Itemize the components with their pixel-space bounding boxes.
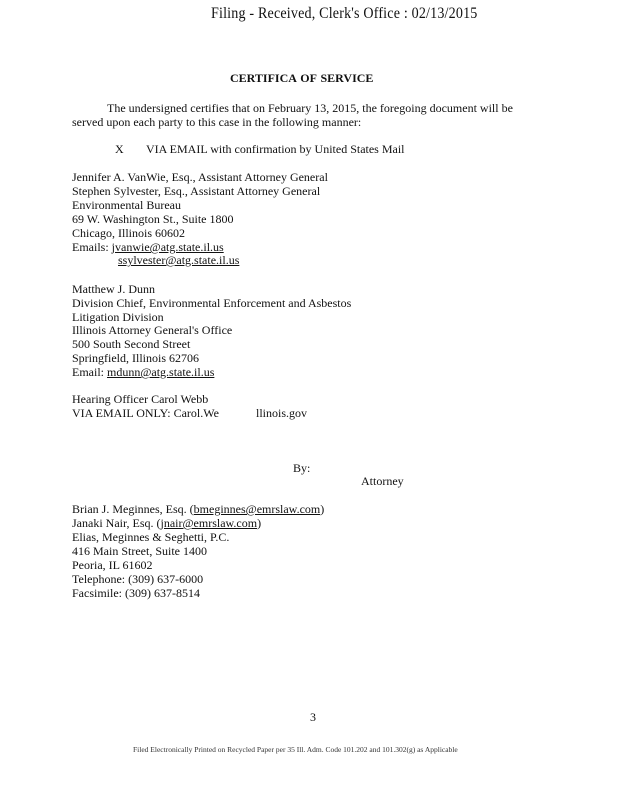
sender-email-1[interactable]: bmeginnes@emrslaw.com <box>193 502 321 516</box>
recipient3-line2-suffix: llinois.gov <box>256 406 308 420</box>
sender-line4: 416 Main Street, Suite 1400 <box>72 544 207 558</box>
recipient2-email-row <box>72 365 214 379</box>
service-method-text: VIA EMAIL with confirmation by United States Mail <box>146 142 405 156</box>
recipient3-line2-prefix: VIA EMAIL ONLY: Carol.We <box>72 406 219 420</box>
sender-line1-suffix: ) <box>320 502 325 516</box>
recipient2-line3: Litigation Division <box>72 310 164 324</box>
recipient1-email-2[interactable]: ssylvester@atg.state.il.us <box>118 253 240 267</box>
intro-line-1: The undersigned certifies that on February 13, 2015, the foregoing document will be <box>107 101 513 115</box>
filing-stamp-header: Filing - Received, Clerk's Office : 02/13/2015 <box>211 5 478 22</box>
service-method-mark: X <box>115 142 124 156</box>
recipient1-email-1[interactable]: jvanwie@atg.state.il.us <box>111 240 224 254</box>
sender-line2 <box>72 516 261 530</box>
recipient1-line2: Stephen Sylvester, Esq., Assistant Attorney General <box>72 184 321 198</box>
recipient2-line5: 500 South Second Street <box>72 337 191 351</box>
sender-line2-suffix: ) <box>257 516 262 530</box>
sender-email-2[interactable]: jnair@emrslaw.com <box>160 516 258 530</box>
sender-line2-prefix: Janaki Nair, Esq. ( <box>72 516 161 530</box>
signature-by-label: By: <box>293 461 311 475</box>
sender-line1 <box>72 502 324 516</box>
signature-attorney-label: Attorney <box>361 474 404 488</box>
page-number: 3 <box>310 710 316 724</box>
intro-line-2: served upon each party to this case in the following manner: <box>72 115 362 129</box>
recipient1-email-label: Emails: <box>72 240 112 254</box>
recipient1-email-row <box>72 240 224 254</box>
recipient1-line1: Jennifer A. VanWie, Esq., Assistant Attorney General <box>72 170 328 184</box>
recipient2-line2: Division Chief, Environmental Enforcement and Asbestos <box>72 296 352 310</box>
recipient3-line1: Hearing Officer Carol Webb <box>72 392 209 406</box>
recipient1-line4: 69 W. Washington St., Suite 1800 <box>72 212 234 226</box>
sender-line7: Facsimile: (309) 637-8514 <box>72 586 200 600</box>
sender-line5: Peoria, IL 61602 <box>72 558 153 572</box>
recipient2-line4: Illinois Attorney General's Office <box>72 323 233 337</box>
footer-notice: Filed Electronically Printed on Recycled Paper per 35 Ill. Adm. Code 101.202 and 101.302(g) as Applicable <box>133 745 458 754</box>
recipient1-line3: Environmental Bureau <box>72 198 181 212</box>
recipient2-email[interactable]: mdunn@atg.state.il.us <box>107 365 215 379</box>
recipient1-line5: Chicago, Illinois 60602 <box>72 226 185 240</box>
recipient2-line6: Springfield, Illinois 62706 <box>72 351 199 365</box>
document-title: CERTIFICA OF SERVICE <box>230 71 374 85</box>
recipient2-line1: Matthew J. Dunn <box>72 282 155 296</box>
sender-line1-prefix: Brian J. Meginnes, Esq. ( <box>72 502 194 516</box>
sender-line3: Elias, Meginnes & Seghetti, P.C. <box>72 530 230 544</box>
sender-line6: Telephone: (309) 637-6000 <box>72 572 204 586</box>
recipient2-email-label: Email: <box>72 365 107 379</box>
